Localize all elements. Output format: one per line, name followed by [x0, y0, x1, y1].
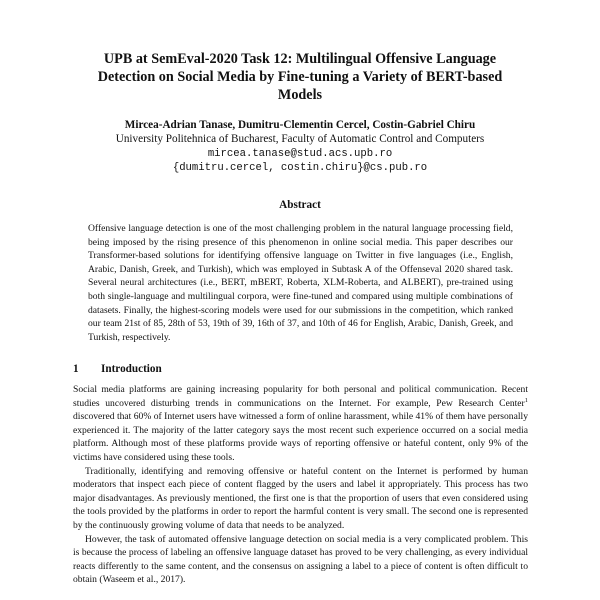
- author-email-2: {dumitru.cercel, costin.chiru}@cs.pub.ro: [172, 162, 428, 174]
- section-heading-introduction: [73, 362, 162, 376]
- section-title: Introduction: [101, 363, 162, 375]
- intro-paragraph-1: [73, 383, 528, 465]
- intro-paragraph-2: Traditionally, identifying and removing offensive or hateful content on the Internet is performed by human moderators that inspect each piece of content flagged by the users and label it appropriately. This process has two major disadvantages. As previously mentioned, the first one is that the proportion of users that even considered using the tools provided by the platforms in order to report the harmful content is very small. The second one is represented by the continuously growing volume of data that needs to be analyzed.: [73, 465, 528, 531]
- footnote-marker[interactable]: 1: [524, 396, 528, 404]
- author-email-1: mircea.tanase@stud.acs.upb.ro: [207, 148, 393, 160]
- paper-affiliation: University Politehnica of Bucharest, Faculty of Automatic Control and Computers: [115, 133, 485, 145]
- abstract-text: Offensive language detection is one of the most challenging problem in the natural language processing field, being imposed by the rising presence of this phenomenon in online social media. This paper describes our Transformer-based solutions for identifying offensive language on Twitter in five languages (i.e., English, Arabic, Danish, Greek, and Turkish), which was employed in Subtask A of the Offenseval 2020 shared task. Several neural architectures (i.e., BERT, mBERT, Roberta, XLM-Roberta, and ALBERT), pre-trained using both single-language and multilingual corpora, were fine-tuned and compared using multiple combinations of datasets. Finally, the highest-scoring models were used for our submissions in the competition, which ranked our team 21st of 85, 28th of 53, 19th of 39, 16th of 37, and 10th of 46 for English, Arabic, Danish, Greek, and Turkish, respectively.: [88, 223, 513, 343]
- intro-paragraph-3: However, the task of automated offensive language detection on social media is a very complicated problem. This is because the process of labeling an offensive language dataset has proved to be very challenging, as every individual reacts differently to the same content, and the consensus on assigning a label to a piece of content is often difficult to obtain (Waseem et al., 2017).: [73, 533, 528, 586]
- abstract-heading: Abstract: [279, 199, 321, 211]
- section-number: 1: [73, 363, 79, 375]
- introduction-body: [73, 383, 528, 587]
- paper-title: UPB at SemEval-2020 Task 12: Multilingual Offensive Language Detection on Social Media by Fine-tuning a Variety of BERT-based Models: [97, 51, 503, 103]
- intro-paragraph-1-part-b: discovered that 60% of Internet users have witnessed a form of online harassment, while 41% of them have personally experienced it. The majority of the latter category says the most recent such experience occurred on a social media platform. Although most of these platforms provide ways of reporting offensive or hateful content, only 9% of the victims have considered using these tools.: [73, 411, 528, 463]
- intro-paragraph-1-part-a: Social media platforms are gaining increasing popularity for both personal and political communication. Recent studies uncovered disturbing trends in communications on the Internet. For example, Pew Research Center: [73, 384, 528, 409]
- paper-authors: Mircea-Adrian Tanase, Dumitru-Clementin Cercel, Costin-Gabriel Chiru: [124, 119, 476, 131]
